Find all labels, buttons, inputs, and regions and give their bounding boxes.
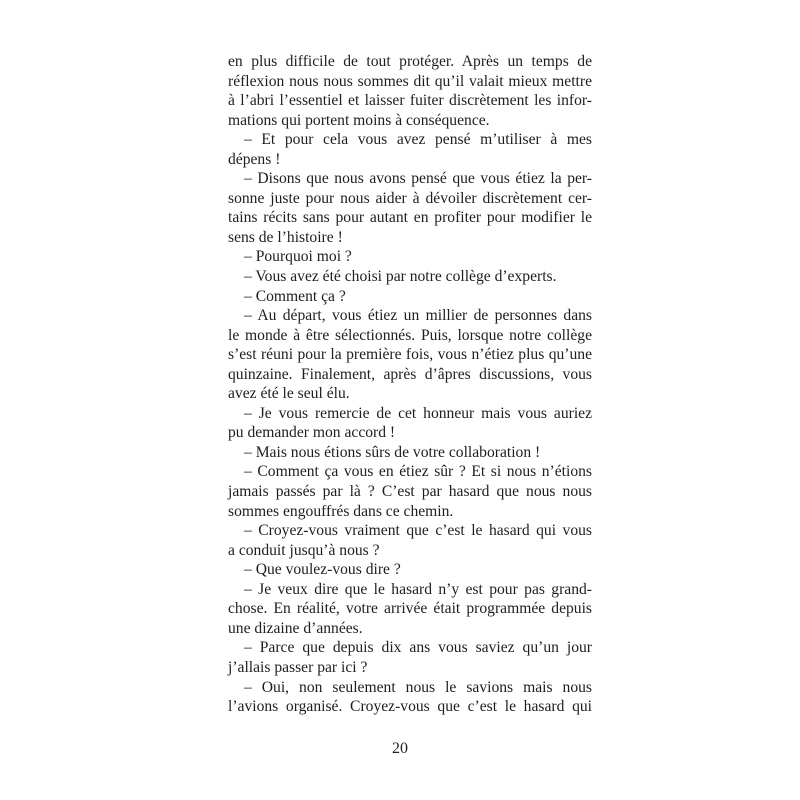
text-line: l’avions organisé. Croyez-vous que c’est le hasard qui [228,698,592,716]
text-line: – Comment ça vous en étiez sûr ? Et si nous n’étions [244,463,592,481]
text-line: sommes engouffrés dans ce chemin. [228,502,454,520]
text-line: – Que voulez-vous dire ? [244,561,401,579]
page-number: 20 [392,740,408,757]
text-line: – Pourquoi moi ? [244,248,352,266]
text-line: – Je veux dire que le hasard n’y est pour pas grand- [244,580,592,598]
text-line: a conduit jusqu’à nous ? [228,541,380,559]
text-line: une dizaine d’années. [228,619,363,637]
text-line: – Disons que nous avons pensé que vous étiez la per- [244,170,592,188]
text-line: – Parce que depuis dix ans vous saviez qu’un jour [244,639,592,657]
text-line: – Comment ça ? [244,287,346,305]
text-line: à l’abri l’essentiel et laisser fuiter discrètement les infor- [228,92,592,110]
text-line: réflexion nous nous sommes dit qu’il valait mieux mettre [228,72,592,90]
text-line: quinzaine. Finalement, après d’âpres discussions, vous [228,365,592,383]
text-line: – Mais nous étions sûrs de votre collaboration ! [244,443,541,461]
text-line: – Je vous remercie de cet honneur mais vous auriez [244,404,592,422]
text-line: avez été le seul élu. [228,385,350,403]
text-line: le monde à être sélectionnés. Puis, lorsque notre collège [228,326,592,344]
text-line: – Et pour cela vous avez pensé m’utiliser à mes [244,131,592,149]
text-line: – Vous avez été choisi par notre collège d’experts. [244,268,557,286]
text-line: dépens ! [228,150,281,168]
text-line: – Oui, non seulement nous le savions mais nous [244,678,592,696]
text-line: chose. En réalité, votre arrivée était programmée depuis [228,600,592,618]
text-line: pu demander mon accord ! [228,424,396,442]
text-line: sonne juste pour nous aider à dévoiler discrètement cer- [228,189,592,207]
text-line: tains récits sans pour autant en profiter pour modifier le [228,209,592,227]
body-text [228,52,592,717]
text-line: j’allais passer par ici ? [228,658,368,676]
text-line: en plus difficile de tout protéger. Après un temps de [228,53,592,70]
text-line: sens de l’histoire ! [228,228,343,246]
text-line: – Au départ, vous étiez un millier de personnes dans [244,307,592,325]
text-line: – Croyez-vous vraiment que c’est le hasard qui vous [244,522,592,540]
text-line: s’est réuni pour la première fois, vous n’étiez plus qu’une [228,346,592,364]
text-line: mations qui portent moins à conséquence. [228,111,490,129]
text-line: jamais passés par là ? C’est par hasard que nous nous [228,483,592,501]
